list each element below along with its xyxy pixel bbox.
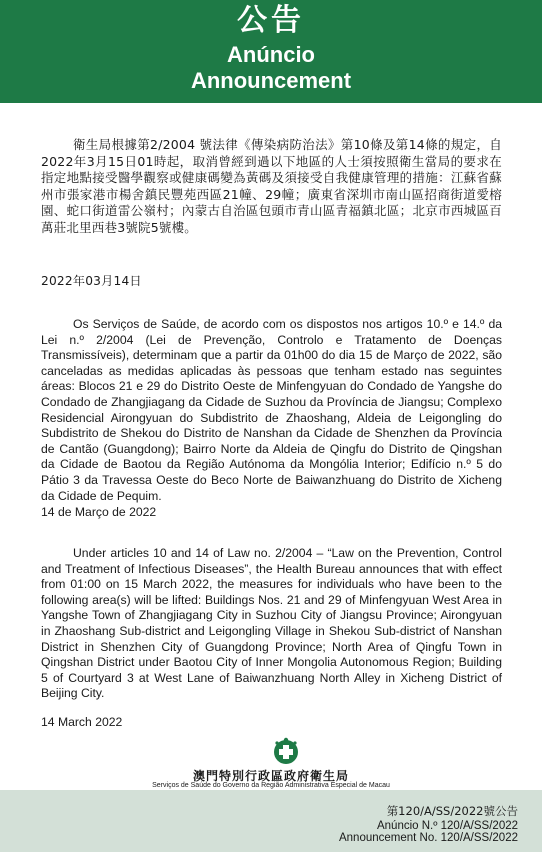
reference-number-chinese: 第120/A/SS/2022號公告 bbox=[386, 804, 518, 818]
health-bureau-cross-logo-icon bbox=[271, 737, 301, 765]
announcement-footer bbox=[0, 790, 542, 852]
english-date: 14 March 2022 bbox=[41, 715, 123, 729]
organization-name-portuguese: Serviços de Saúde do Governo da Região Administrativa Especial de Macau bbox=[152, 782, 390, 789]
portuguese-date: 14 de Março de 2022 bbox=[41, 505, 157, 519]
announcement-header bbox=[0, 0, 542, 103]
chinese-paragraph: 衛生局根據第2/2004 號法律《傳染病防治法》第10條及第14條的規定，自2022年3月15日01時起，取消曾經到過以下地區的人士須按照衛生當局的要求在指定地點接受醫學觀察或健康碼變為黃碼及須接受自我健康管理的措施：江蘇省蘇州市張家港市楊舍鎮民豐苑西區21幢、29幢；廣東省深圳市南山區招商街道愛榕園、蛇口街道雷公嶺村；內蒙古自治區包頭市青山區青福鎮北區；北京市西城區百萬莊北里西巷3號院5號樓。 bbox=[41, 137, 502, 235]
title-english: Announcement bbox=[190, 68, 352, 93]
organization-name-chinese: 澳門特別行政區政府衛生局 bbox=[192, 769, 349, 783]
reference-number-portuguese: Anúncio N.º 120/A/SS/2022 bbox=[376, 820, 518, 832]
title-portuguese: Anúncio bbox=[227, 42, 315, 67]
portuguese-paragraph: Os Serviços de Saúde, de acordo com os dispostos nos artigos 10.º e 14.º da Lei n.º 2/2004 (Lei de Prevenção, Controlo e Tratamento de Doenças Transmissíveis), determinam que a partir da 01h00 do dia 15 de Março de 2022, são canceladas as medidas aplicadas às pessoas que tenham estado nas seguintes áreas: Blocos 21 e 29 do Distrito Oeste de Minfengyuan do Condado de Yangshe do Condado de Zhangjiagang da Cidade de Suzhou da Província de Jiangsu; Complexo Residencial Airongyuan do Subdistrito de Zhaoshang, Aldeia de Leigongling do Subdistrito de Shekou do Distrito de Nanshan da Cidade de Shenzhen da Província de Cantão (Guangdong); Bairro Norte da Aldeia de Qingfu do Distrito de Qingshan da Cidade de Baotou da Região Autónoma da Mongólia Interior; Edifício n.º 5 do Pátio 3 da Travessa Oeste do Beco Norte de Baiwanzhuang do Distrito de Xicheng da Cidade de Pequim. bbox=[41, 317, 502, 503]
english-paragraph: Under articles 10 and 14 of Law no. 2/2004 – “Law on the Prevention, Control and Treatment of Infectious Diseases”, the Health Bureau announces that with effect from 01:00 on 15 March 2022, the measures for individuals who have been to the following area(s) will be lifted: Buildings Nos. 21 and 29 of Minfengyuan West Area in Yangshe Town of Zhangjiagang City in Suzhou City of Jiangsu Province; Airongyuan in Zhaoshang Sub-district and Leigongling Village in Shekou Sub-district of Nanshan District in Shenzhen City of Guangdong Province; North Area of Qingfu Town in Qingshan District under Baotou City of Inner Mongolia Autonomous Region; Building 5 of Courtyard 3 at West Lane of Baiwanzhuang North Alley in Xicheng District of Beijing City. bbox=[41, 546, 502, 701]
chinese-date: 2022年03月14日 bbox=[41, 274, 142, 288]
title-chinese: 公告 bbox=[237, 3, 305, 38]
reference-number-english: Announcement No. 120/A/SS/2022 bbox=[338, 832, 518, 844]
